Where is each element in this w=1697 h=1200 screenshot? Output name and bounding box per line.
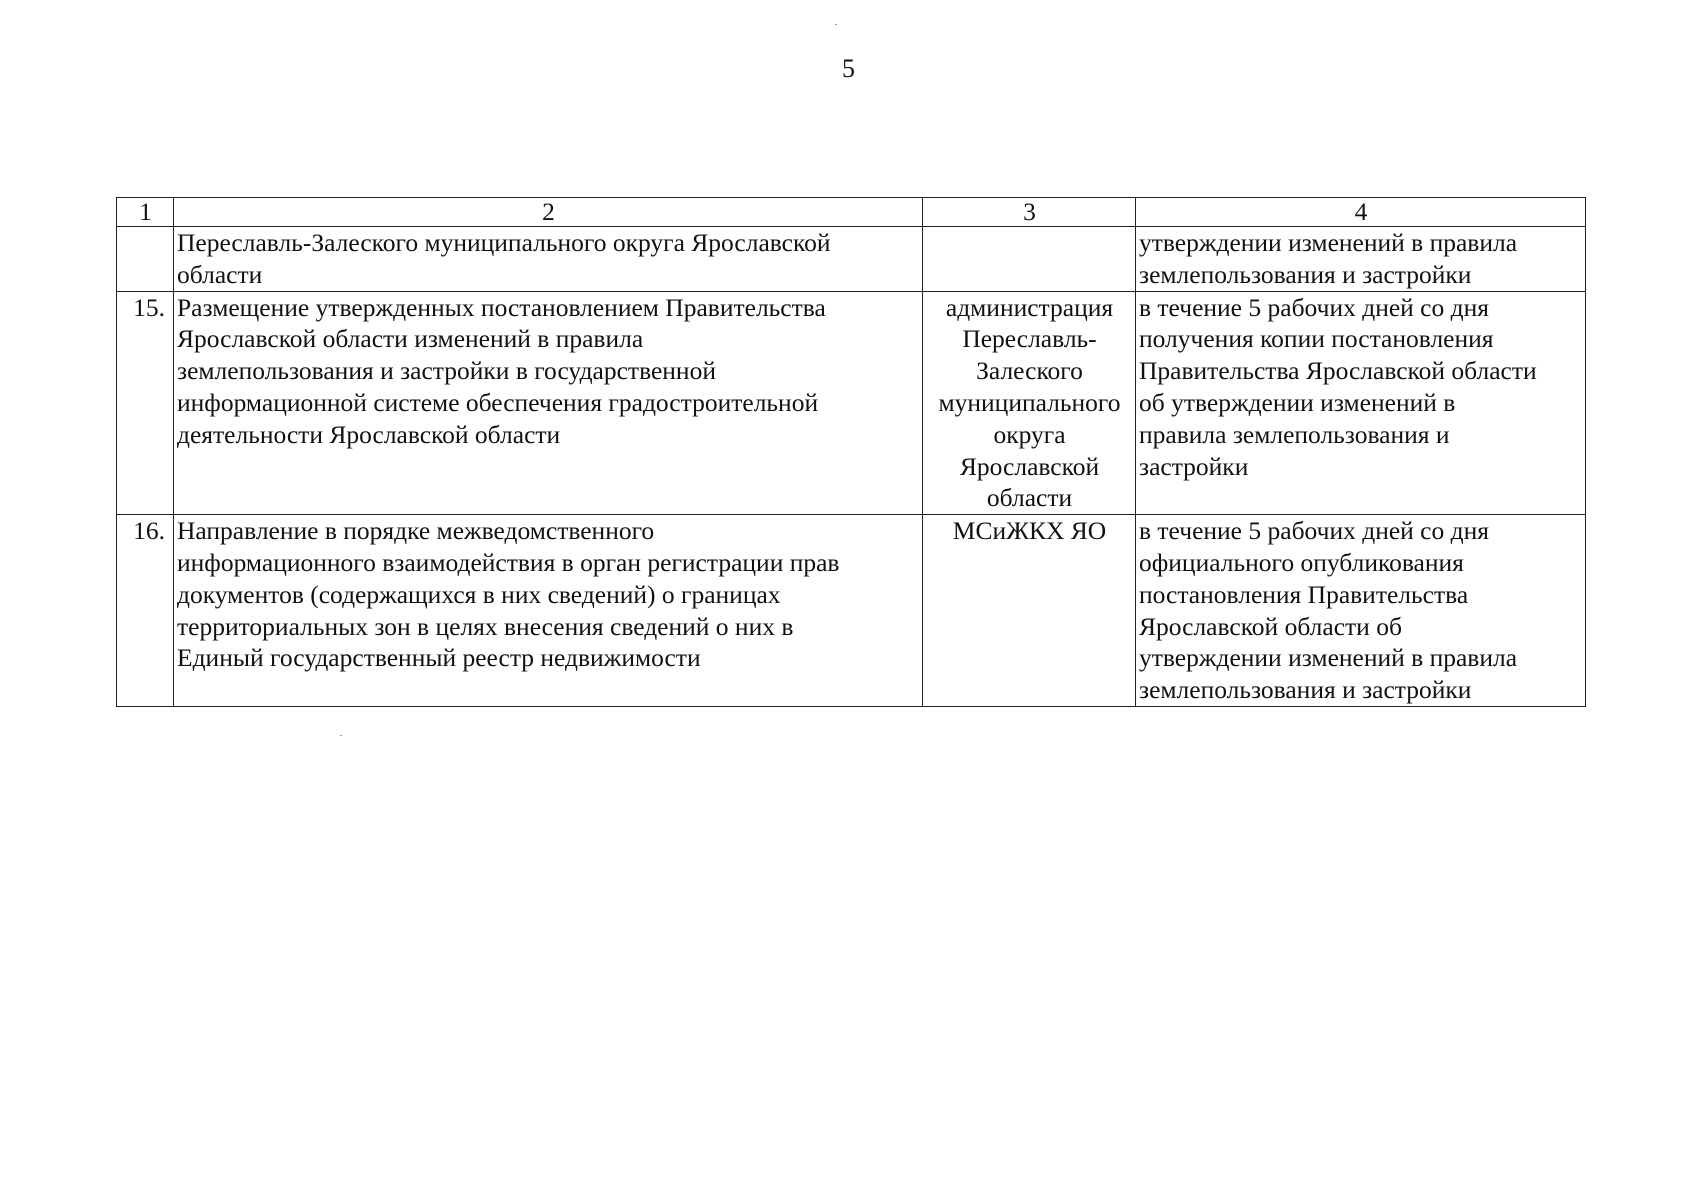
- table-row: [117, 291, 1586, 515]
- cell-text-line: документов (содержащихся в них сведений) о границах: [177, 579, 781, 609]
- cell-text-line: Ярославской области об: [1139, 611, 1402, 641]
- row-responsible-cell: [923, 515, 1136, 707]
- cell-text-line: Единый государственный реестр недвижимости: [177, 643, 701, 673]
- cell-text-line: территориальных зон в целях внесения сведений о них в: [177, 611, 794, 641]
- scan-speck: [340, 735, 342, 736]
- table-header-row: [117, 198, 1586, 227]
- cell-text-line: получения копии постановления: [1139, 324, 1494, 354]
- row-number-cell: 15.: [117, 291, 174, 515]
- cell-text-line: области: [986, 483, 1073, 513]
- cell-text-line: постановления Правительства: [1139, 579, 1469, 609]
- row-deadline-cell: [1136, 227, 1586, 292]
- row-action-cell: [174, 515, 923, 707]
- cell-text-line: утверждении изменений в правила: [1139, 643, 1518, 673]
- header-col-action: 2: [174, 198, 923, 227]
- row-responsible-cell: [923, 227, 1136, 292]
- cell-text-line: Ярославской области изменений в правила: [177, 324, 644, 354]
- cell-text-line: Переславль-Залеского муниципального округа Ярославской: [177, 228, 831, 257]
- table-row: [117, 227, 1586, 292]
- cell-text-line: области: [177, 259, 263, 289]
- cell-text-line: землепользования и застройки: [1139, 675, 1472, 705]
- table-row: [117, 515, 1586, 707]
- row-number-cell: 16.: [117, 515, 174, 707]
- row-action-cell: [174, 227, 923, 292]
- cell-text-line: в течение 5 рабочих дней со дня: [1139, 292, 1489, 322]
- cell-text-line: округа: [993, 419, 1066, 449]
- cell-text-line: Залеского: [976, 356, 1083, 386]
- cell-text-line: МСиЖКХ ЯО: [952, 516, 1107, 546]
- cell-text-line: Размещение утвержденных постановлением Правительства: [177, 292, 826, 322]
- header-col-responsible: 3: [923, 198, 1136, 227]
- page-number: 5: [842, 54, 855, 83]
- cell-text-line: Правительства Ярославской области: [1139, 356, 1537, 386]
- header-col-number: 1: [117, 198, 174, 227]
- cell-text-line: землепользования и застройки: [1139, 259, 1472, 289]
- cell-text-line: об утверждении изменений в: [1139, 387, 1456, 417]
- cell-text-line: Ярославской: [959, 451, 1100, 481]
- cell-text-line: информационной системе обеспечения градостроительной: [177, 387, 819, 417]
- cell-text-line: официального опубликования: [1139, 547, 1464, 577]
- row-number-cell: [117, 227, 174, 292]
- cell-text-line: Переславль-: [962, 324, 1097, 354]
- cell-text-line: администрация: [945, 292, 1114, 322]
- cell-text-line: в течение 5 рабочих дней со дня: [1139, 516, 1489, 546]
- cell-text-line: правила землепользования и: [1139, 419, 1450, 449]
- cell-text-line: застройки: [1139, 451, 1249, 481]
- row-responsible-cell: [923, 291, 1136, 515]
- row-deadline-cell: [1136, 291, 1586, 515]
- row-action-cell: [174, 291, 923, 515]
- cell-text-line: деятельности Ярославской области: [177, 419, 561, 449]
- measures-table: [116, 197, 1586, 707]
- cell-text-line: информационного взаимодействия в орган регистрации прав: [177, 547, 840, 577]
- cell-text-line: землепользования и застройки в государственной: [177, 356, 716, 386]
- cell-text-line: муниципального: [938, 387, 1121, 417]
- row-deadline-cell: [1136, 515, 1586, 707]
- cell-text-line: утверждении изменений в правила: [1139, 228, 1518, 257]
- scan-speck: [835, 24, 837, 25]
- cell-text-line: Направление в порядке межведомственного: [177, 516, 655, 546]
- header-col-deadline: 4: [1136, 198, 1586, 227]
